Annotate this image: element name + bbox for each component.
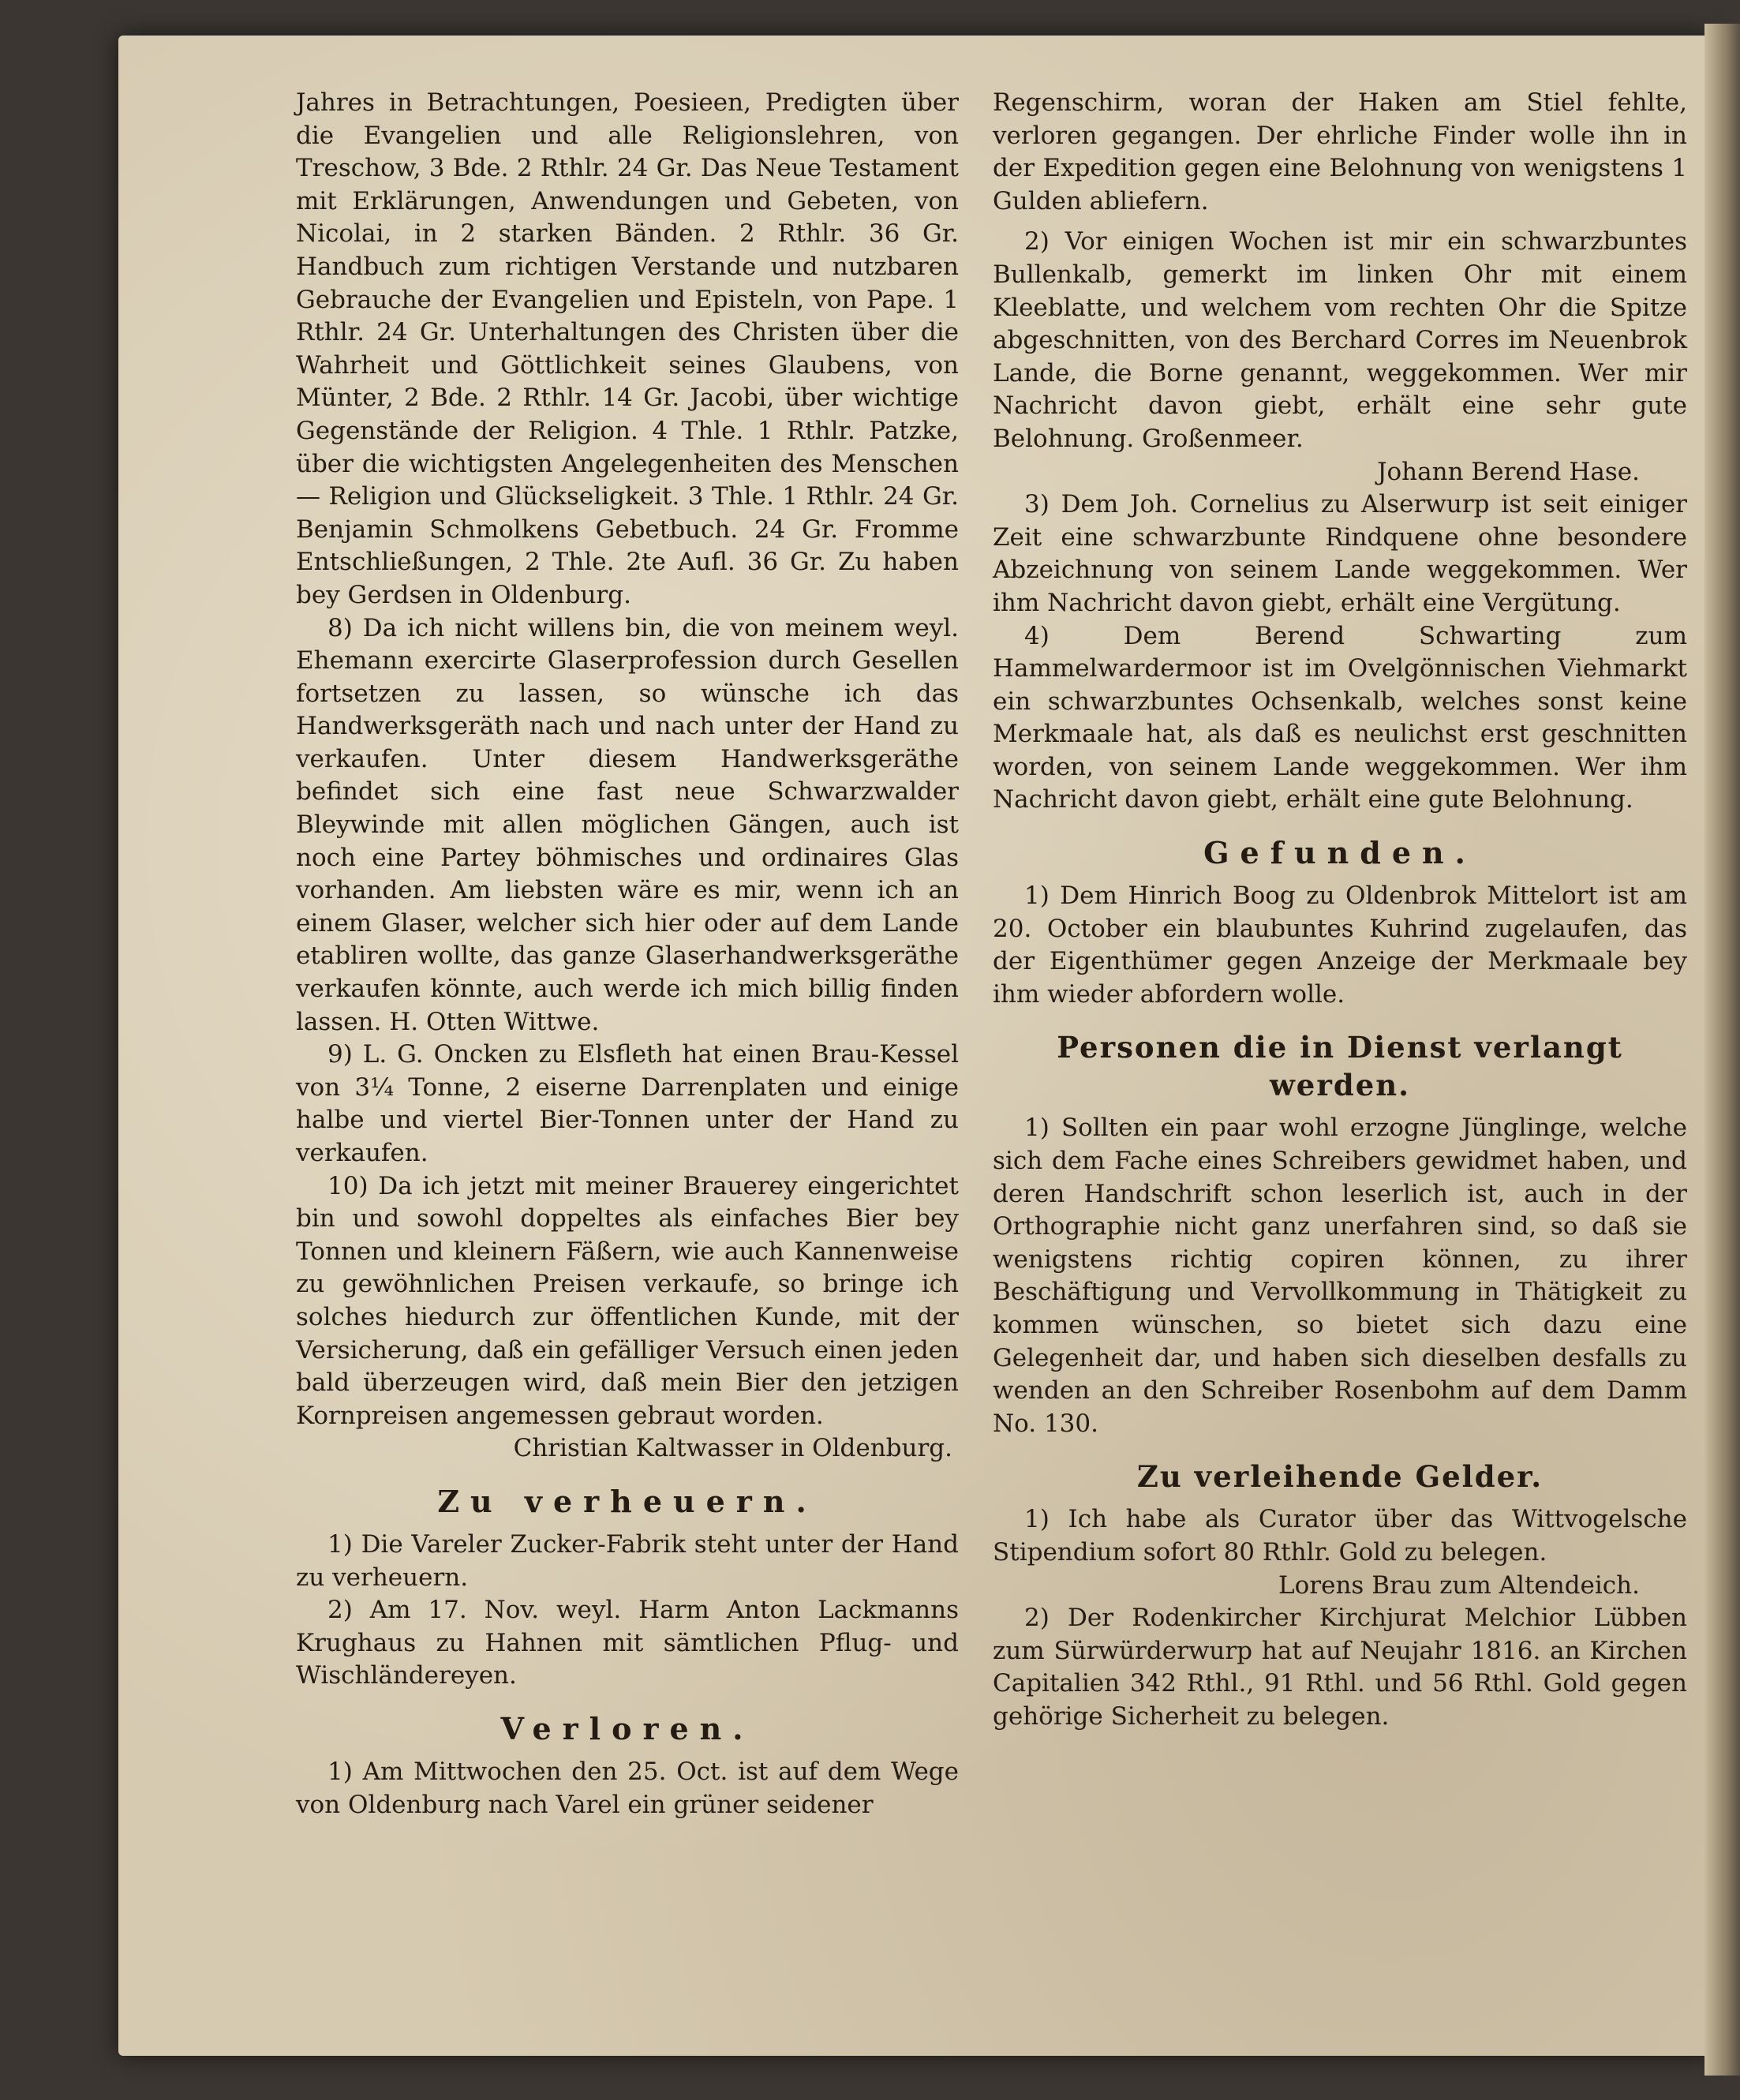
heading-gefunden: Gefunden. (1203, 835, 1476, 871)
signature-hase: Johann Berend Hase. (1377, 457, 1640, 486)
left-column (296, 87, 959, 1821)
paragraph-verloren-2: 2) Vor einigen Wochen ist mir ein schwarzbuntes Bullenkalb, gemerkt im linken Ohr mit einem Kleeblatte, und welchem vom rechten Ohr die Spitze abgeschnitten, von des Berchard Corres im Neuenbrok Lande, die Borne genannt, weggekommen. Wer mir Nachricht davon giebt, erhält eine sehr gute Belohnung. Großenmeer. (993, 227, 1687, 453)
heading-zu-verleihende-gelder: Zu verleihende Gelder. (1136, 1459, 1544, 1495)
paragraph-books-list: Jahres in Betrachtungen, Poesieen, Predigten über die Evangelien und alle Religionslehren, von Treschow, 3 Bde. 2 Rthlr. 24 Gr. Das Neue Testament mit Erklärungen, Anwendungen und Gebeten, von Nicolai, in 2 starken Bänden. 2 Rthlr. 36 Gr. Handbuch zum richtigen Verstande und nutzbaren Gebrauche der Evangelien und Episteln, von Pape. 1 Rthlr. 24 Gr. Unterhaltungen des Christen über die Wahrheit und Göttlichkeit seines Glaubens, von Münter, 2 Bde. 2 Rthlr. 14 Gr. Jacobi, über wichtige Gegenstände der Religion. 4 Thle. 1 Rthlr. Patzke, über die wichtigsten Angelegenheiten des Menschen — Religion und Glückseligkeit. 3 Thle. 1 Rthlr. 24 Gr. Benjamin Schmolkens Gebetbuch. 24 Gr. Fromme Entschließungen, 2 Thle. 2te Aufl. 36 Gr. Zu haben bey Gerdsen in Oldenburg. (296, 88, 959, 609)
paragraph-ad-8: 8) Da ich nicht willens bin, die von meinem weyl. Ehemann exercirte Glaserprofession durch Gesellen fortsetzen zu lassen, so wünsche ich das Handwerksgeräth nach und nach unter der Hand zu verkaufen. Unter diesem Handwerksgeräthe befindet sich eine fast neue Schwarzwalder Bleywinde mit allen möglichen Gängen, auch ist noch eine Partey böhmisches und ordinaires Glas vorhanden. Am liebsten wäre es mir, wenn ich an einem Glaser, welcher sich hier oder auf dem Lande etabliren wollte, das ganze Glaserhandwerksgeräthe verkaufen könnte, auch werde ich mich billig finden lassen. H. Otten Wittwe. (296, 613, 959, 1036)
paragraph-ad-10: 10) Da ich jetzt mit meiner Brauerey eingerichtet bin und sowohl doppeltes als einfaches Bier bey Tonnen und kleinern Fäßern, wie auch Kannenweise zu gewöhnlichen Preisen verkaufe, so bringe ich solches hiedurch zur öffentlichen Kunde, mit der Versicherung, daß ein gefälliger Versuch einen jeden bald überzeugen wird, daß mein Bier den jetzigen Kornpreisen angemessen gebraut worden. (296, 1171, 959, 1430)
heading-verloren: Verloren. (500, 1710, 754, 1746)
paragraph-gefunden-1: 1) Dem Hinrich Boog zu Oldenbrok Mittelort ist am 20. October ein blaubuntes Kuhrind zugelaufen, das der Eigenthümer gegen Anzeige der Merkmaale bey ihm wieder abfordern wolle. (993, 882, 1687, 1009)
signature-kaltwasser: Christian Kaltwasser in Oldenburg. (513, 1434, 952, 1463)
paragraph-verloren-3: 3) Dem Joh. Cornelius zu Alserwurp ist seit einiger Zeit eine schwarzbunte Rindquene ohne besondere Abzeichnung von seinem Lande weggekommen. Wer ihm Nachricht davon giebt, erhält eine Vergütung. (993, 490, 1687, 617)
paragraph-verloren-4: 4) Dem Berend Schwarting zum Hammelwardermoor ist im Ovelgönnischen Viehmarkt ein schwarzbuntes Ochsenkalb, welches sonst keine Merkmaale hat, als daß es neulichst erst geschnitten worden, von seinem Lande weggekommen. Wer ihm Nachricht davon giebt, erhält eine gute Belohnung. (993, 621, 1687, 814)
paragraph-dienst-1: 1) Sollten ein paar wohl erzogne Jünglinge, welche sich dem Fache eines Schreibers gewidmet haben, und deren Handschrift schon leserlich ist, auch in der Orthographie nicht ganz unerfahren sind, so daß sie wenigstens richtig copiren können, zu ihrer Beschäftigung und Vervollkommung in Thätigkeit zu kommen wünschen, so bietet sich dazu eine Gelegenheit dar, und haben sich dieselben desfalls zu wenden an den Schreiber Rosenbohm auf dem Damm No. 130. (993, 1114, 1687, 1438)
heading-personen-dienst: Personen die in Dienst verlangt werden. (1057, 1030, 1623, 1103)
heading-zu-verheuern: Zu verheuern. (437, 1483, 818, 1519)
right-column (993, 87, 1687, 1734)
book-edge (1704, 24, 1740, 2076)
paragraph-ad-9: 9) L. G. Oncken zu Elsfleth hat einen Brau-Kessel von 3¼ Tonne, 2 eiserne Darrenplaten und einige halbe und viertel Bier-Tonnen unter der Hand zu verkaufen. (296, 1040, 959, 1167)
paragraph-verloren-1: 1) Am Mittwochen den 25. Oct. ist auf dem Wege von Oldenburg nach Varel ein grüner seidener (296, 1757, 959, 1819)
paragraph-regenschirm: Regenschirm, woran der Haken am Stiel fehlte, verloren gegangen. Der ehrliche Finder wolle ihn in der Expedition gegen eine Belohnung von wenigstens 1 Gulden abliefern. (993, 88, 1687, 215)
paragraph-gelder-1: 1) Ich habe als Curator über das Wittvogelsche Stipendium sofort 80 Rthlr. Gold zu belegen. (993, 1505, 1687, 1567)
paragraph-verheuern-1: 1) Die Vareler Zucker-Fabrik steht unter der Hand zu verheuern. (296, 1529, 959, 1592)
signature-brau: Lorens Brau zum Altendeich. (1278, 1570, 1640, 1600)
paragraph-gelder-2: 2) Der Rodenkircher Kirchjurat Melchior Lübben zum Sürwürderwurp hat auf Neujahr 1816. an Kirchen Capitalien 342 Rthl., 91 Rthl. und 56 Rthl. Gold gegen gehörige Sicherheit zu belegen. (993, 1604, 1687, 1731)
paragraph-verheuern-2: 2) Am 17. Nov. weyl. Harm Anton Lackmanns Krughaus zu Hahnen mit sämtlichen Pflug- und Wischländereyen. (296, 1596, 959, 1690)
